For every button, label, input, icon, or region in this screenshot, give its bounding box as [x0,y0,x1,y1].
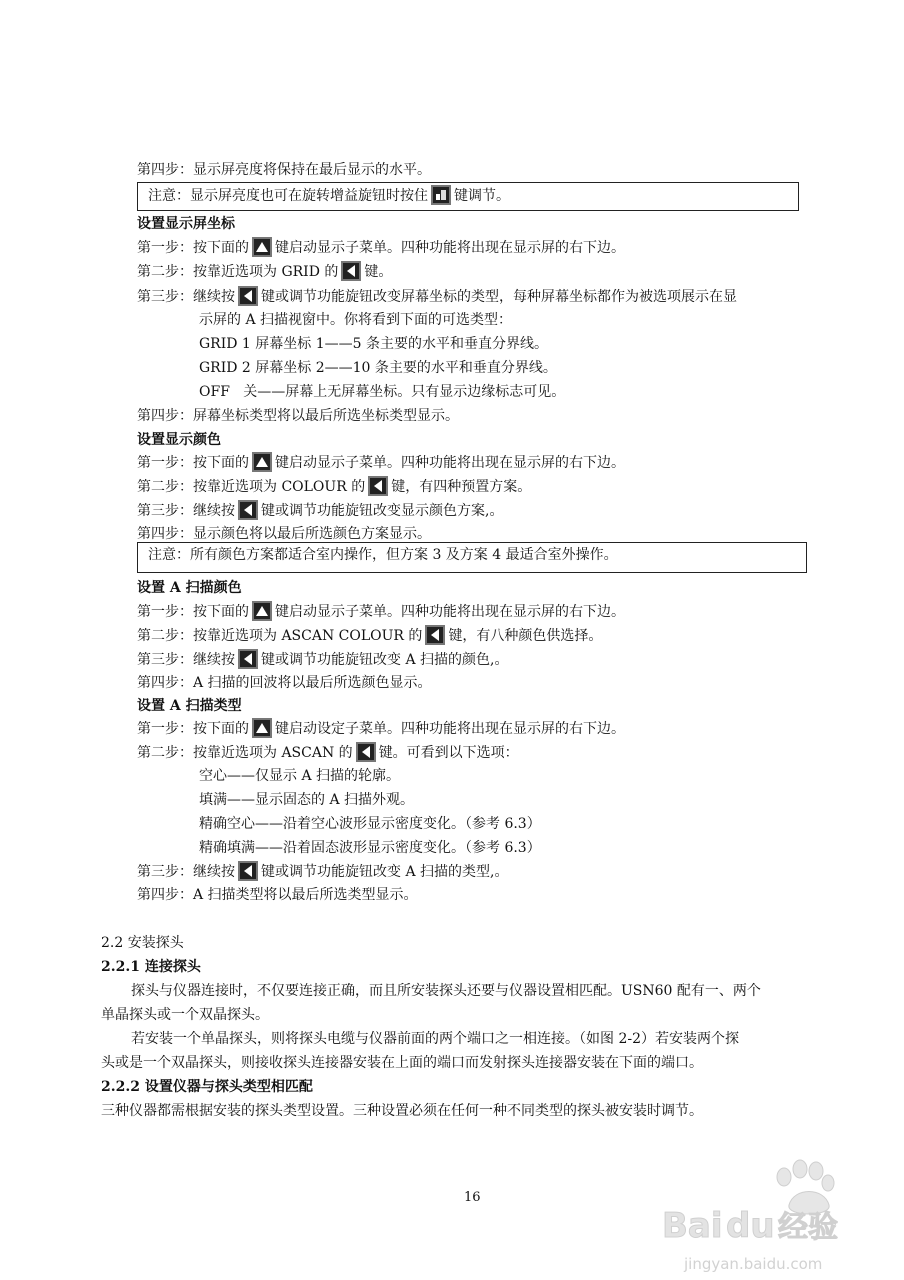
page-number: 16 [464,1190,481,1205]
display-menu-key-icon [252,452,272,472]
step-desc: 键或调节功能旋钮改变 A 扫描的颜色,。 [261,652,509,668]
step-desc: 键启动显示子菜单。四种功能将出现在显示屏的右下边。 [275,604,625,620]
step-text: 第四步：显示颜色将以最后所选颜色方案显示。 [137,526,431,542]
watermark-url: jingyan.baidu.com [684,1255,823,1273]
svg-text:经验: 经验 [778,1210,838,1245]
option-key-icon [238,500,258,520]
section-heading: 设置 A 扫描颜色 [137,580,242,596]
step-desc: 键，有四种预置方案。 [391,479,532,495]
step-text [137,452,625,473]
step-label: 第一步：按下面的 [137,721,249,737]
option-key-icon [356,742,376,762]
step-desc: 键。 [364,264,393,280]
baidu-watermark [654,1155,884,1273]
step-text [137,649,508,670]
option-key-icon [238,649,258,669]
step-text [137,237,625,258]
step-text: 第四步：屏幕坐标类型将以最后所选坐标类型显示。 [137,408,459,424]
option-item: 精确填满——沿着固态波形显示密度变化。（参考 6.3） [199,840,541,856]
option-key-icon [425,625,445,645]
step-desc: 键启动设定子菜单。四种功能将出现在显示屏的右下边。 [275,721,625,737]
step-text [137,742,519,763]
option-key-icon [238,286,258,306]
step-label: 第三步：继续按 [137,864,235,880]
step-label: 第一步：按下面的 [137,604,249,620]
step-text: 示屏的 A 扫描视窗中。你将看到下面的可选类型： [199,312,513,328]
step-text [137,601,625,622]
note-box [137,182,799,211]
section-title: 2.2 安装探头 [101,935,184,951]
option-item: 空心——仅显示 A 扫描的轮廓。 [199,768,401,784]
step-label: 第二步：按靠近选项为 GRID 的 [137,264,339,280]
step-text [137,625,602,646]
step-desc: 键或调节功能旋钮改变显示颜色方案,。 [261,503,504,519]
display-menu-key-icon [252,237,272,257]
step-label: 第二步：按靠近选项为 ASCAN 的 [137,745,353,761]
section-heading: 设置 A 扫描类型 [137,698,242,714]
baidu-paw-logo-icon [654,1155,884,1265]
step-text: 第四步：显示屏亮度将保持在最后显示的水平。 [137,162,431,178]
step-label: 第三步：继续按 [137,652,235,668]
step-text [137,261,392,282]
option-key-icon [368,476,388,496]
step-label: 第三步：继续按 [137,503,235,519]
step-label: 第二步：按靠近选项为 COLOUR 的 [137,479,366,495]
option-key-icon [238,861,258,881]
note-text: 键调节。 [454,188,510,204]
option-item: 精确空心——沿着空心波形显示密度变化。（参考 6.3） [199,816,541,832]
step-label: 第三步：继续按 [137,289,235,305]
paragraph-line: 单晶探头或一个双晶探头。 [101,1007,269,1023]
step-text [137,718,625,739]
option-key-icon [341,261,361,281]
svg-text:Bai: Bai [662,1206,723,1246]
note-box [137,542,807,573]
note-text: 注意：显示屏亮度也可在旋转增益旋钮时按住 [148,188,428,204]
option-item: GRID 1 屏幕坐标 1——5 条主要的水平和垂直分界线。 [199,336,549,352]
step-desc: 键或调节功能旋钮改变 A 扫描的类型,。 [261,864,509,880]
paragraph-line: 头或是一个双晶探头，则接收探头连接器安装在上面的端口而发射探头连接器安装在下面的端口。 [101,1055,703,1071]
step-desc: 键启动显示子菜单。四种功能将出现在显示屏的右下边。 [275,240,625,256]
step-desc: 键。可看到以下选项： [378,745,519,761]
step-label: 第一步：按下面的 [137,455,249,471]
step-desc: 键或调节功能旋钮改变屏幕坐标的类型，每种屏幕坐标都作为被选项展示在显 [261,289,737,305]
brightness-key-icon [431,185,451,205]
step-text [137,286,737,307]
option-item: OFF 关——屏幕上无屏幕坐标。只有显示边缘标志可见。 [199,384,566,400]
step-label: 第一步：按下面的 [137,240,249,256]
paragraph-line: 若安装一个单晶探头，则将探头电缆与仪器前面的两个端口之一相连接。（如图 2-2）若安装两个探 [131,1031,739,1047]
section-heading: 设置显示屏坐标 [137,216,235,232]
step-text [137,476,531,497]
step-desc: 键启动显示子菜单。四种功能将出现在显示屏的右下边。 [275,455,625,471]
paragraph-line: 探头与仪器连接时，不仅要连接正确，而且所安装探头还要与仪器设置相匹配。USN60 配有一、两个 [131,983,761,999]
option-item: GRID 2 屏幕坐标 2——10 条主要的水平和垂直分界线。 [199,360,557,376]
step-text: 第四步：A 扫描类型将以最后所选类型显示。 [137,887,418,903]
option-item: 填满——显示固态的 A 扫描外观。 [199,792,415,808]
section-heading: 设置显示颜色 [137,432,221,448]
step-label: 第二步：按靠近选项为 ASCAN COLOUR 的 [137,628,423,644]
paragraph-line: 三种仪器都需根据安装的探头类型设置。三种设置必须在任何一种不同类型的探头被安装时调节。 [101,1103,703,1119]
svg-text:du: du [726,1206,775,1246]
setup-menu-key-icon [252,718,272,738]
step-text [137,861,508,882]
subsection-title: 2.2.1 连接探头 [101,959,201,975]
note-text: 注意：所有颜色方案都适合室内操作，但方案 3 及方案 4 最适合室外操作。 [148,547,618,563]
display-menu-key-icon [252,601,272,621]
step-desc: 键，有八种颜色供选择。 [448,628,603,644]
subsection-title: 2.2.2 设置仪器与探头类型相匹配 [101,1079,313,1095]
step-text [137,500,503,521]
step-text: 第四步：A 扫描的回波将以最后所选颜色显示。 [137,675,432,691]
